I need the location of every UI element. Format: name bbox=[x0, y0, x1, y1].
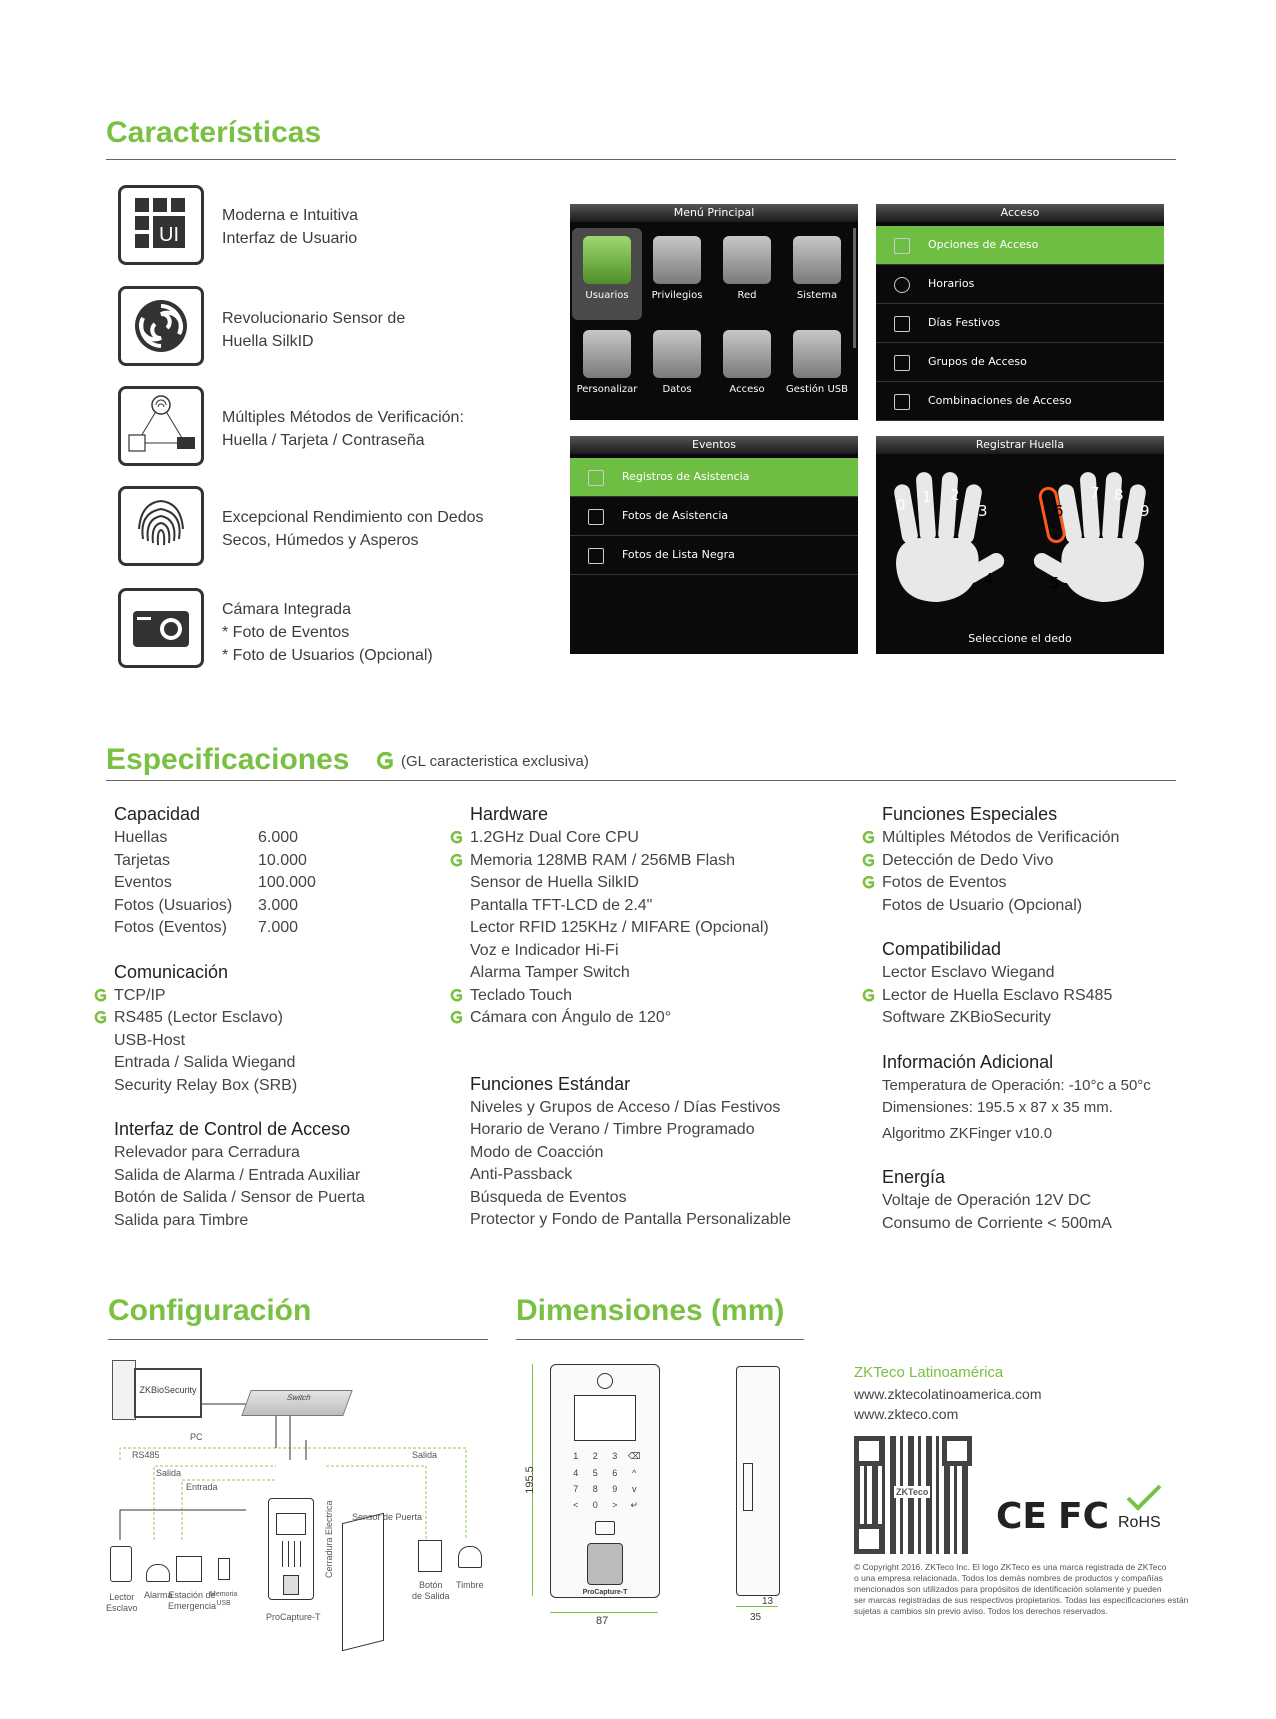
gl-note: (GL caracteristica exclusiva) bbox=[401, 753, 589, 770]
rs485-label: RS485 bbox=[132, 1450, 160, 1460]
eventos-item[interactable] bbox=[570, 536, 858, 575]
interfaz-line: Relevador para Cerradura bbox=[114, 1144, 300, 1161]
feature-text-4 bbox=[222, 506, 483, 552]
comunicacion-line: TCP/IP bbox=[114, 985, 414, 1008]
especificaciones-rule bbox=[106, 780, 1176, 781]
menu-item-privilegios[interactable] bbox=[642, 236, 712, 301]
slave-reader bbox=[110, 1546, 132, 1582]
finger-6[interactable]: 6 bbox=[1054, 502, 1064, 520]
adicional-heading: Información Adicional bbox=[882, 1051, 1054, 1072]
especiales-line: Múltiples Métodos de Verificación bbox=[882, 827, 1182, 850]
device-front-view bbox=[550, 1364, 660, 1598]
hardware-line: Sensor de Huella SilkID bbox=[470, 874, 639, 891]
key[interactable]: > bbox=[612, 1500, 618, 1510]
exit-button bbox=[418, 1540, 442, 1572]
especiales-heading: Funciones Especiales bbox=[882, 804, 1058, 824]
estandar-line: Niveles y Grupos de Acceso / Días Festivos bbox=[470, 1098, 781, 1116]
estandar-line: Horario de Verano / Timbre Programado bbox=[470, 1121, 755, 1138]
bell-icon bbox=[458, 1546, 482, 1568]
menu-item-label: Usuarios bbox=[585, 290, 629, 301]
energia-line: Consumo de Corriente < 500mA bbox=[882, 1214, 1112, 1232]
software-label: ZKBioSecurity bbox=[139, 1385, 197, 1395]
menu-item-personalizar[interactable] bbox=[572, 330, 642, 395]
hardware-line: Alarma Tamper Switch bbox=[470, 964, 630, 981]
device-label: ProCapture-T bbox=[266, 1612, 321, 1622]
eventos-item[interactable] bbox=[570, 497, 858, 536]
hardware-line: Cámara con Ángulo de 120° bbox=[470, 1007, 830, 1030]
menu-item-label: Privilegios bbox=[651, 290, 703, 301]
height-label: 195.5 bbox=[523, 1466, 536, 1494]
spec-col-2 bbox=[470, 804, 830, 1232]
interfaz-heading: Interfaz de Control de Acceso bbox=[114, 1119, 351, 1139]
usb-memory bbox=[218, 1558, 230, 1580]
screen-menu-principal bbox=[570, 204, 858, 420]
acceso-item-label: Opciones de Acceso bbox=[928, 238, 1039, 251]
key[interactable]: v bbox=[632, 1484, 637, 1494]
camera-lens bbox=[597, 1373, 613, 1389]
feature-line: Múltiples Métodos de Verificación: bbox=[222, 409, 464, 426]
key[interactable]: 2 bbox=[592, 1451, 598, 1461]
comunicacion-line: RS485 (Lector Esclavo) bbox=[114, 1007, 414, 1030]
finger-9[interactable]: 9 bbox=[1140, 502, 1150, 520]
feature-line: Cámara Integrada bbox=[222, 601, 351, 618]
screen-title: Menú Principal bbox=[570, 204, 858, 222]
switch-label: Switch bbox=[285, 1393, 313, 1402]
copyright-line: © Copyright 2016. ZKTeco Inc. El logo ZKTeco es una marca registrada de ZKTeco bbox=[854, 1562, 1167, 1572]
gl-logo-icon bbox=[862, 854, 875, 867]
feature-line: * Foto de Usuarios (Opcional) bbox=[222, 647, 433, 664]
gl-logo-icon bbox=[450, 1011, 463, 1024]
menu-item-red[interactable] bbox=[712, 236, 782, 301]
feature-text-3 bbox=[222, 406, 464, 452]
compatibilidad-line: Lector Esclavo Wiegand bbox=[882, 964, 1055, 981]
ui-grid-icon bbox=[118, 185, 204, 265]
feature-line: * Foto de Eventos bbox=[222, 624, 350, 641]
key[interactable]: 9 bbox=[612, 1484, 618, 1494]
hardware-line: Teclado Touch bbox=[470, 985, 830, 1008]
menu-item-gestion-usb[interactable] bbox=[782, 330, 852, 395]
gl-logo-icon bbox=[450, 854, 463, 867]
gl-logo-icon bbox=[450, 989, 463, 1002]
menu-item-datos[interactable] bbox=[642, 330, 712, 395]
emergency-station bbox=[176, 1556, 202, 1582]
estandar-heading: Funciones Estándar bbox=[470, 1073, 631, 1094]
acceso-item[interactable] bbox=[876, 382, 1164, 421]
key[interactable]: < bbox=[573, 1500, 579, 1510]
acceso-item-label: Horarios bbox=[928, 277, 975, 290]
fingerprint-sensor bbox=[587, 1543, 623, 1585]
screen-eventos bbox=[570, 436, 858, 654]
capacidad-row: Tarjetas 10.000 bbox=[114, 851, 307, 869]
estacion-label: Estación de Emergencia bbox=[168, 1590, 217, 1611]
dimensiones-rule bbox=[516, 1339, 804, 1340]
boton-label: Botón de Salida bbox=[412, 1580, 450, 1601]
caracteristicas-rule bbox=[106, 159, 1176, 160]
screen-registrar-huella bbox=[876, 436, 1164, 654]
salida-label: Salida bbox=[156, 1468, 182, 1478]
pc-monitor bbox=[134, 1368, 202, 1418]
comunicacion-heading: Comunicación bbox=[114, 961, 229, 982]
website-link-1[interactable]: www.zktecolatinoamerica.com bbox=[854, 1386, 1042, 1402]
hardware-heading: Hardware bbox=[470, 804, 549, 824]
capacidad-table bbox=[114, 827, 414, 940]
copyright-line: o una empresa relacionada. Todos los demás nombres de productos y compañías bbox=[854, 1573, 1163, 1583]
hardware-line: Lector RFID 125KHz / MIFARE (Opcional) bbox=[470, 919, 769, 936]
rohs-label: RoHS bbox=[1118, 1514, 1161, 1531]
configuracion-diagram bbox=[106, 1350, 496, 1660]
feature-line: Interfaz de Usuario bbox=[222, 230, 358, 247]
screen-title: Eventos bbox=[570, 436, 858, 454]
qr-brand: ZKTeco bbox=[896, 1487, 929, 1497]
hardware-line: Pantalla TFT-LCD de 2.4" bbox=[470, 896, 653, 914]
menu-item-label: Personalizar bbox=[576, 384, 638, 395]
adicional-line: Dimensiones: 195.5 x 87 x 35 mm. bbox=[882, 1099, 1113, 1116]
menu-item-label: Datos bbox=[662, 384, 692, 395]
fingerprint-icon bbox=[118, 486, 204, 566]
company-name: ZKTeco Latinoamérica bbox=[854, 1364, 1004, 1381]
gl-logo-icon bbox=[94, 989, 107, 1002]
hardware-line: Voz e Indicador Hi-Fi bbox=[470, 941, 619, 959]
menu-item-usuarios[interactable] bbox=[572, 236, 642, 301]
photo-icon bbox=[588, 509, 604, 525]
feature-text-2 bbox=[222, 307, 405, 353]
scrollbar[interactable] bbox=[853, 228, 856, 348]
configuracion-rule bbox=[108, 1339, 488, 1340]
device-front-label: ProCapture-T bbox=[582, 1589, 628, 1596]
cerradura-label: Cerradura Electrica bbox=[324, 1500, 334, 1578]
menu-item-acceso[interactable] bbox=[712, 330, 782, 395]
estandar-line: Búsqueda de Eventos bbox=[470, 1188, 627, 1206]
finger-0[interactable]: 0 bbox=[896, 496, 906, 514]
estandar-line: Modo de Coacción bbox=[470, 1143, 604, 1161]
adicional-line: Algoritmo ZKFinger v10.0 bbox=[882, 1124, 1053, 1142]
alarma-label: Alarma bbox=[144, 1590, 173, 1600]
pc-label: PC bbox=[190, 1432, 203, 1442]
caracteristicas-title: Características bbox=[106, 116, 322, 149]
gl-logo-icon bbox=[862, 831, 875, 844]
device-screen bbox=[574, 1395, 636, 1441]
adicional-line: Temperatura de Operación: -10°c a 50°c bbox=[882, 1076, 1151, 1094]
copyright-text bbox=[854, 1562, 1188, 1617]
estandar-line: Protector y Fondo de Pantalla Personalizable bbox=[470, 1211, 792, 1228]
acceso-item[interactable] bbox=[876, 343, 1164, 382]
options-icon bbox=[894, 238, 910, 254]
ce-mark: CE bbox=[996, 1496, 1048, 1537]
finger-1[interactable]: 1 bbox=[922, 488, 932, 506]
configuracion-title: Configuración bbox=[108, 1294, 312, 1327]
hands-illustration bbox=[876, 454, 1164, 654]
energia-heading: Energía bbox=[882, 1167, 946, 1187]
depth-label: 35 bbox=[750, 1612, 762, 1623]
feature-line: Revolucionario Sensor de bbox=[222, 310, 406, 327]
key[interactable]: 8 bbox=[592, 1484, 598, 1494]
eventos-item-label: Fotos de Asistencia bbox=[622, 509, 729, 522]
key[interactable]: 3 bbox=[612, 1451, 618, 1461]
finger-7[interactable]: 7 bbox=[1090, 484, 1100, 502]
usb-port bbox=[743, 1463, 753, 1511]
acceso-item-label: Días Festivos bbox=[928, 316, 1001, 329]
gl-logo-icon bbox=[94, 1011, 107, 1024]
screen-title: Acceso bbox=[876, 204, 1164, 222]
group-icon bbox=[894, 355, 910, 371]
compatibilidad-line: Software ZKBioSecurity bbox=[882, 1009, 1051, 1026]
key[interactable]: ⌫ bbox=[627, 1451, 641, 1461]
timbre-label: Timbre bbox=[456, 1580, 484, 1590]
eventos-item-label: Registros de Asistencia bbox=[622, 470, 750, 483]
feature-line: Moderna e Intuitiva bbox=[222, 207, 359, 224]
copyright-line: mencionados son utilizados para propósitos de identificación solamente y pueden bbox=[854, 1584, 1162, 1594]
acceso-item-label: Grupos de Acceso bbox=[928, 355, 1027, 368]
copyright-line: ser marcas registradas de sus respectivos propietarios. Todas las especificaciones están bbox=[854, 1595, 1189, 1605]
compatibilidad-heading: Compatibilidad bbox=[882, 939, 1002, 959]
menu-item-label: Acceso bbox=[729, 384, 765, 395]
finger-8[interactable]: 8 bbox=[1114, 486, 1124, 504]
key[interactable]: 1 bbox=[573, 1451, 579, 1461]
capacidad-row: Fotos (Usuarios) 3.000 bbox=[114, 896, 299, 914]
dimensiones-title: Dimensiones (mm) bbox=[516, 1294, 785, 1327]
especiales-line: Fotos de Eventos bbox=[882, 872, 1182, 895]
estandar-line: Anti-Passback bbox=[470, 1166, 573, 1183]
gl-logo-icon bbox=[862, 876, 875, 889]
gl-logo-icon bbox=[862, 989, 875, 1002]
silkid-sensor-icon bbox=[118, 286, 204, 366]
width-dimension-line bbox=[550, 1612, 658, 1613]
lector-label: Lector Esclavo bbox=[106, 1592, 138, 1613]
hardware-line: Memoria 128MB RAM / 256MB Flash bbox=[470, 850, 830, 873]
menu-item-label: Red bbox=[737, 290, 757, 301]
especiales-line: Detección de Dedo Vivo bbox=[882, 850, 1182, 873]
feature-line: Secos, Húmedos y Asperos bbox=[222, 532, 419, 549]
blacklist-photo-icon bbox=[588, 548, 604, 564]
sensor-puerta-label: Sensor de Puerta bbox=[352, 1512, 423, 1522]
finger-3[interactable]: 3 bbox=[978, 502, 988, 520]
especiales-line: Fotos de Usuario (Opcional) bbox=[882, 896, 1083, 914]
feature-line: Excepcional Rendimiento con Dedos bbox=[222, 509, 484, 526]
acceso-item[interactable] bbox=[876, 304, 1164, 343]
menu-item-label: Sistema bbox=[796, 290, 838, 301]
interfaz-line: Salida para Timbre bbox=[114, 1211, 249, 1229]
finger-2[interactable]: 2 bbox=[950, 486, 960, 504]
key[interactable]: 7 bbox=[573, 1484, 579, 1494]
finger-5[interactable]: 5 bbox=[1050, 574, 1060, 592]
memoria-label: Memoria USB bbox=[210, 1591, 238, 1607]
copyright-line: sujetas a cambios sin previo aviso. Todos los derechos reservados. bbox=[854, 1606, 1108, 1616]
acceso-item[interactable] bbox=[876, 226, 1164, 265]
salida-label-right: Salida bbox=[412, 1450, 438, 1460]
gl-logo-icon bbox=[450, 831, 463, 844]
feature-line: Huella / Tarjeta / Contraseña bbox=[222, 432, 425, 449]
feature-text-1 bbox=[222, 204, 358, 250]
width-label: 87 bbox=[596, 1615, 609, 1627]
capacidad-row: Fotos (Eventos) 7.000 bbox=[114, 919, 299, 936]
comunicacion-line: USB-Host bbox=[114, 1031, 186, 1049]
camera-icon bbox=[118, 588, 204, 668]
calendar-icon bbox=[894, 316, 910, 332]
finger-4[interactable]: 4 bbox=[984, 570, 994, 588]
fcc-mark: FC bbox=[1058, 1496, 1110, 1537]
clock-icon bbox=[894, 277, 910, 293]
feature-line: Huella SilkID bbox=[222, 333, 314, 350]
eventos-item-label: Fotos de Lista Negra bbox=[622, 548, 735, 561]
key[interactable]: 5 bbox=[592, 1468, 598, 1478]
key[interactable]: 4 bbox=[573, 1468, 579, 1478]
pc-tower bbox=[112, 1360, 136, 1420]
compatibilidad-line: Lector de Huella Esclavo RS485 bbox=[882, 985, 1182, 1008]
eventos-item[interactable] bbox=[570, 458, 858, 497]
key[interactable]: 6 bbox=[612, 1468, 618, 1478]
screen-title: Registrar Huella bbox=[876, 436, 1164, 454]
gl-logo-icon bbox=[376, 752, 394, 770]
especificaciones-title: Especificaciones bbox=[106, 743, 350, 776]
capacidad-row: Huellas 6.000 bbox=[114, 829, 299, 846]
menu-item-sistema[interactable] bbox=[782, 236, 852, 301]
device-keypad bbox=[566, 1451, 644, 1511]
key[interactable]: ^ bbox=[632, 1468, 637, 1478]
device-side-view bbox=[736, 1366, 780, 1596]
depth2-label: 13 bbox=[762, 1596, 774, 1607]
energia-line: Voltaje de Operación 12V DC bbox=[882, 1192, 1092, 1209]
feature-text-5 bbox=[222, 598, 433, 667]
screen-acceso bbox=[876, 204, 1164, 420]
verification-methods-icon bbox=[118, 386, 204, 466]
spec-col-3 bbox=[882, 804, 1182, 1235]
ui-label: UI bbox=[159, 224, 179, 246]
capacidad-heading: Capacidad bbox=[114, 804, 201, 824]
qr-code bbox=[854, 1436, 972, 1554]
key[interactable]: ↵ bbox=[630, 1500, 639, 1510]
interfaz-line: Salida de Alarma / Entrada Auxiliar bbox=[114, 1166, 361, 1184]
rohs-check-icon bbox=[1124, 1484, 1164, 1512]
website-link-2[interactable]: www.zkteco.com bbox=[854, 1406, 959, 1422]
bell-key-icon[interactable] bbox=[595, 1521, 615, 1535]
spec-col-1 bbox=[114, 804, 414, 1232]
door bbox=[342, 1513, 384, 1651]
key[interactable]: 0 bbox=[592, 1500, 598, 1510]
huella-caption: Seleccione el dedo bbox=[968, 632, 1072, 645]
menu-item-label: Gestión USB bbox=[786, 384, 848, 395]
lock-icon bbox=[894, 394, 910, 410]
comunicacion-line: Entrada / Salida Wiegand bbox=[114, 1054, 296, 1071]
hardware-line: 1.2GHz Dual Core CPU bbox=[470, 827, 830, 850]
records-icon bbox=[588, 470, 604, 486]
capacidad-row: Eventos 100.000 bbox=[114, 874, 316, 891]
entrada-label: Entrada bbox=[186, 1482, 218, 1492]
network-switch bbox=[241, 1390, 352, 1416]
acceso-item-label: Combinaciones de Acceso bbox=[928, 394, 1072, 407]
alarm-icon bbox=[146, 1564, 170, 1582]
procapture-device bbox=[268, 1498, 314, 1600]
comunicacion-line: Security Relay Box (SRB) bbox=[114, 1076, 298, 1094]
acceso-item[interactable] bbox=[876, 265, 1164, 304]
interfaz-line: Botón de Salida / Sensor de Puerta bbox=[114, 1189, 365, 1206]
